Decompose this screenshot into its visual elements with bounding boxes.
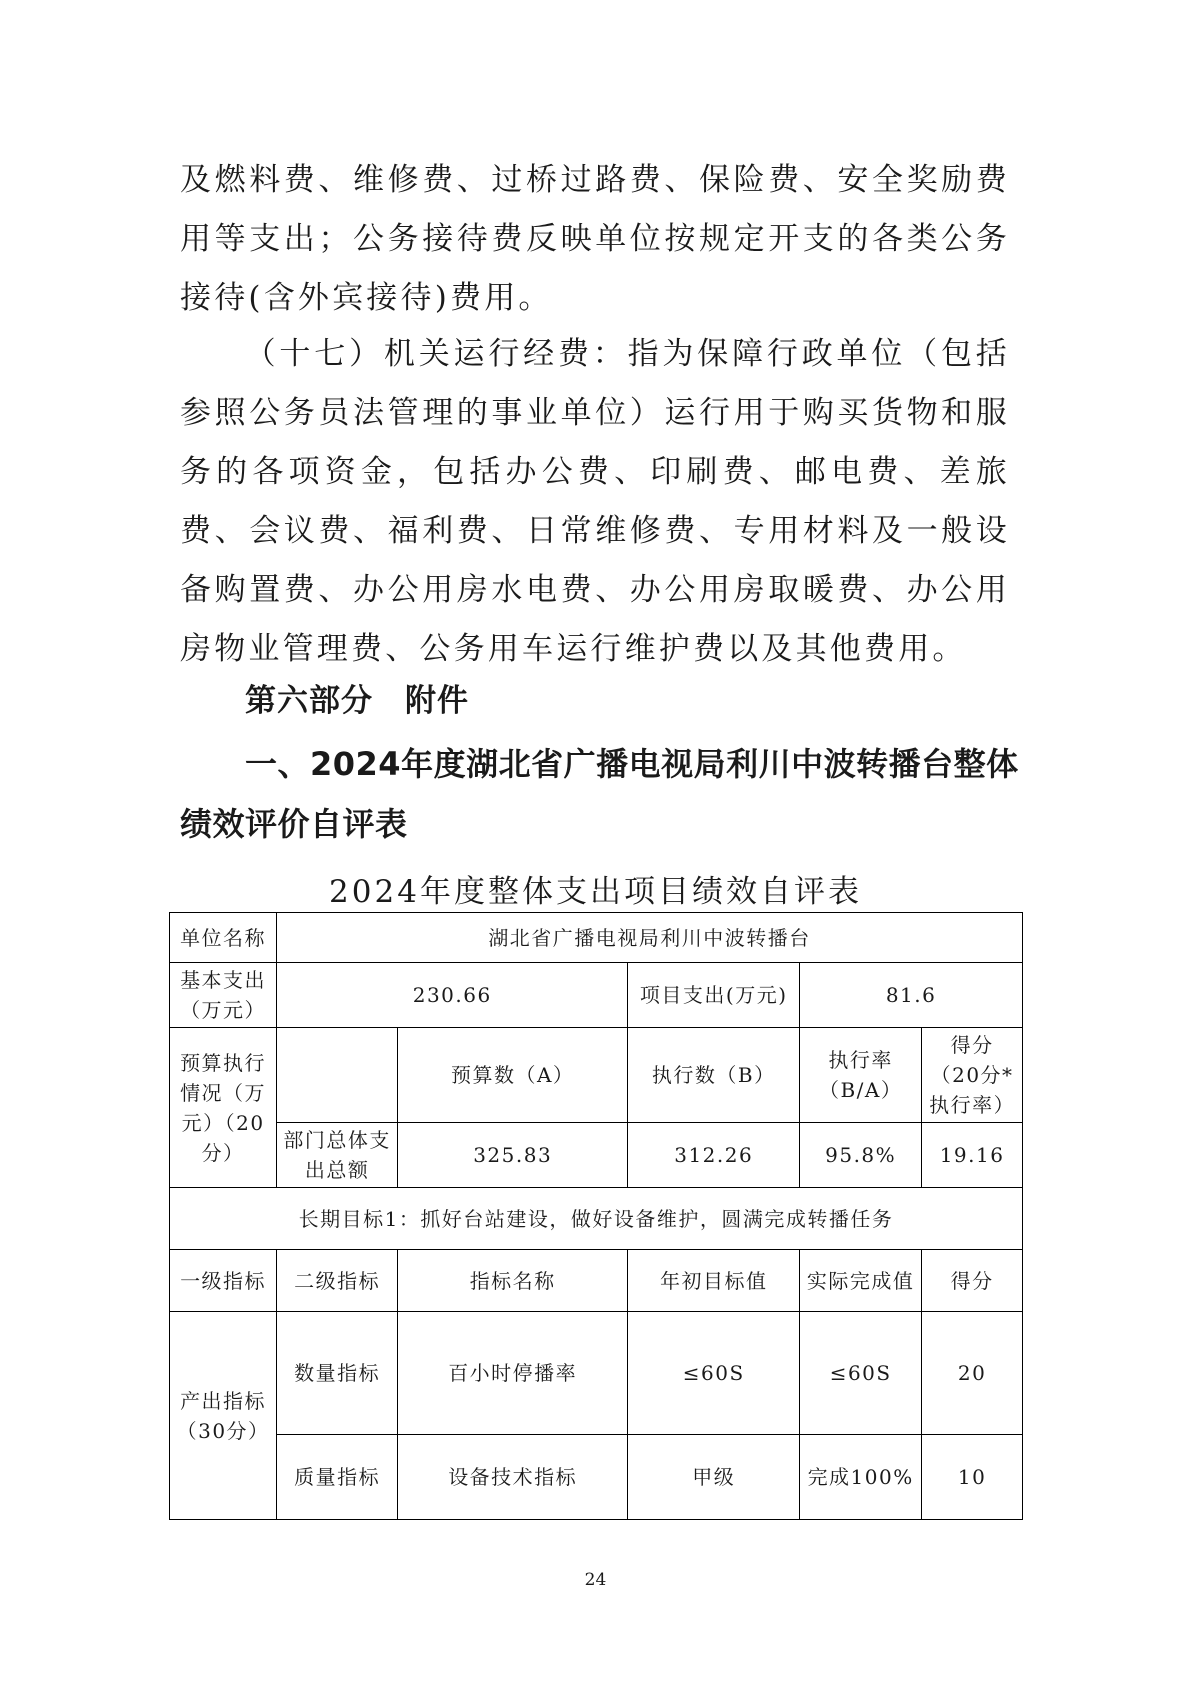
target-cell: ≤60S: [628, 1312, 800, 1435]
header-level2: 二级指标: [277, 1250, 398, 1312]
level2-cell: 数量指标: [277, 1312, 398, 1435]
attachment-heading: 一、2024年度湖北省广播电视局利川中波转播台整体绩效评价自评表: [180, 745, 1019, 843]
table-row: [170, 1312, 1023, 1435]
indicator-name-cell: 百小时停播率: [398, 1312, 628, 1435]
table-row: [170, 1435, 1023, 1520]
part-title: 附件: [405, 683, 469, 719]
score-header: 得分（20分*执行率）: [922, 1028, 1023, 1123]
actual-cell: ≤60S: [800, 1312, 922, 1435]
header-level1: 一级指标: [170, 1250, 277, 1312]
header-indicator-name: 指标名称: [398, 1250, 628, 1312]
header-actual: 实际完成值: [800, 1250, 922, 1312]
budget-header: 预算数（A）: [398, 1028, 628, 1123]
basic-expense-label: 基本支出（万元）: [170, 963, 277, 1028]
header-target: 年初目标值: [628, 1250, 800, 1312]
project-expense-value: 81.6: [800, 963, 1023, 1028]
basic-expense-value: 230.66: [277, 963, 628, 1028]
paragraph-text: （十七）机关运行经费：指为保障行政单位（包括参照公务员法管理的事业单位）运行用于购买货物和服务的各项资金，包括办公费、印刷费、邮电费、差旅费、会议费、福利费、日常维修费、专用材料及一般设备购置费、办公用房水电费、办公用房取暖费、办公用房物业管理费、公务用车运行维护费以及其他费用。: [180, 336, 1010, 667]
part-heading: [180, 676, 1085, 726]
table-title: 2024年度整体支出项目绩效自评表: [329, 874, 862, 910]
indicator-name-cell: 设备技术指标: [398, 1435, 628, 1520]
rate-header: 执行率（B/A）: [800, 1028, 922, 1123]
rate-value: 95.8%: [800, 1123, 922, 1188]
total-expense-label: 部门总体支出总额: [277, 1123, 398, 1188]
output-indicator-label: 产出指标（30分）: [170, 1312, 277, 1520]
score-value: 19.16: [922, 1123, 1023, 1188]
page-number: 24: [584, 1570, 607, 1590]
score-cell: 20: [922, 1312, 1023, 1435]
budget-value: 325.83: [398, 1123, 628, 1188]
actual-cell: 完成100%: [800, 1435, 922, 1520]
part-label: 第六部分: [245, 683, 373, 719]
performance-table: [169, 912, 1023, 1520]
execution-header: 执行数（B）: [628, 1028, 800, 1123]
unit-name-label: 单位名称: [170, 913, 277, 963]
unit-name-value: 湖北省广播电视局利川中波转播台: [277, 913, 1023, 963]
empty-cell: [277, 1028, 398, 1123]
header-score: 得分: [922, 1250, 1023, 1312]
body-paragraph: 及燃料费、维修费、过桥过路费、保险费、安全奖励费用等支出；公务接待费反映单位按规定开支的各类公务接待(含外宾接待)费用。: [180, 162, 1010, 316]
score-cell: 10: [922, 1435, 1023, 1520]
level2-cell: 质量指标: [277, 1435, 398, 1520]
long-term-goal: 长期目标1：抓好台站建设，做好设备维护，圆满完成转播任务: [170, 1188, 1023, 1250]
body-paragraph-operating-expenses: [180, 325, 1010, 679]
project-expense-label: 项目支出(万元): [628, 963, 800, 1028]
target-cell: 甲级: [628, 1435, 800, 1520]
execution-value: 312.26: [628, 1123, 800, 1188]
budget-execution-label: 预算执行情况（万元）（20分）: [170, 1028, 277, 1188]
